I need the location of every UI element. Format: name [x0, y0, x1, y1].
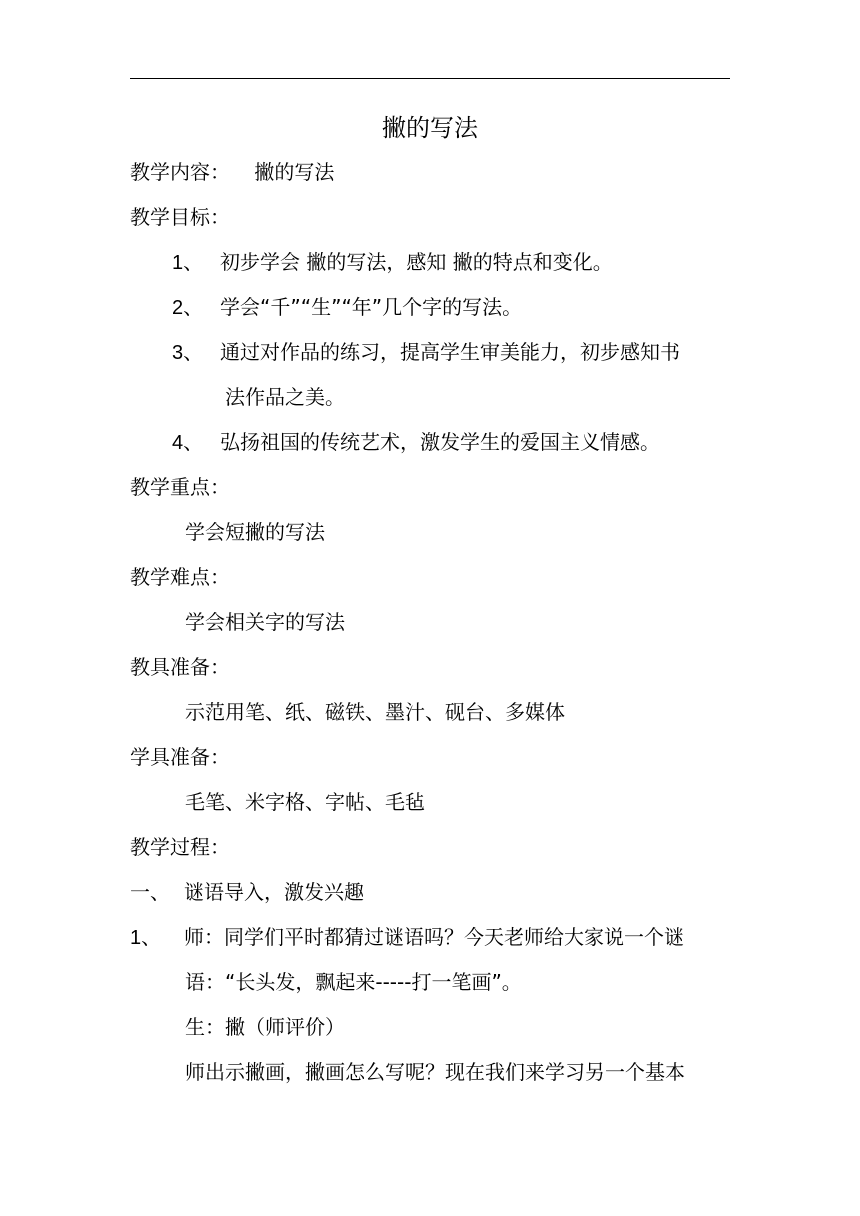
student-tools-text: 毛笔、米字格、字帖、毛毡: [185, 790, 425, 814]
content-row: [130, 158, 334, 186]
step-text: 师：同学们平时都猜过谜语吗？今天老师给大家说一个谜: [184, 925, 684, 949]
difficulty-label: 教学难点：: [130, 565, 230, 589]
objectives-label: 教学目标：: [130, 205, 230, 229]
difficulty-text: 学会相关字的写法: [185, 610, 345, 634]
objective-item-1: [172, 248, 613, 277]
step-number: 1、: [130, 927, 162, 949]
objective-number: 3、: [172, 342, 204, 364]
content-label: 教学内容：: [130, 160, 230, 184]
key-point-text: 学会短撇的写法: [185, 520, 325, 544]
step-1-line-1: [130, 923, 684, 952]
document-title: 撇的写法: [382, 114, 478, 142]
teacher-tools-text: 示范用笔、纸、磁铁、墨汁、砚台、多媒体: [185, 700, 565, 724]
header-rule: [130, 78, 730, 79]
step-1-line-4: 师出示撇画，撇画怎么写呢？现在我们来学习另一个基本: [185, 1060, 685, 1084]
objective-text: 弘扬祖国的传统艺术，激发学生的爱国主义情感。: [220, 430, 660, 454]
objective-number: 4、: [172, 432, 204, 454]
step-1-line-3: 生：撇（师评价）: [185, 1015, 345, 1039]
objective-text: 学会“千”“生”“年”几个字的写法。: [220, 295, 523, 319]
process-label: 教学过程：: [130, 835, 230, 859]
objective-text: 初步学会 撇的写法，感知 撇的特点和变化。: [220, 250, 613, 274]
objective-item-3-continuation: 法作品之美。: [225, 385, 345, 409]
section-number: 一、: [130, 880, 170, 904]
objective-item-2: [172, 293, 522, 322]
teacher-tools-label: 教具准备：: [130, 655, 230, 679]
step-1-line-2: 语：“长头发，飘起来-----打一笔画”。: [185, 970, 522, 994]
key-point-label: 教学重点：: [130, 475, 230, 499]
student-tools-label: 学具准备：: [130, 745, 230, 769]
objective-number: 2、: [172, 297, 204, 319]
objective-item-3: [172, 338, 680, 367]
section-title: 谜语导入，激发兴趣: [184, 880, 364, 904]
content-value: 撇的写法: [254, 160, 335, 184]
section-heading: [130, 878, 364, 906]
objective-number: 1、: [172, 252, 204, 274]
objective-item-4: [172, 428, 660, 457]
objective-text: 通过对作品的练习，提高学生审美能力，初步感知书: [220, 340, 680, 364]
